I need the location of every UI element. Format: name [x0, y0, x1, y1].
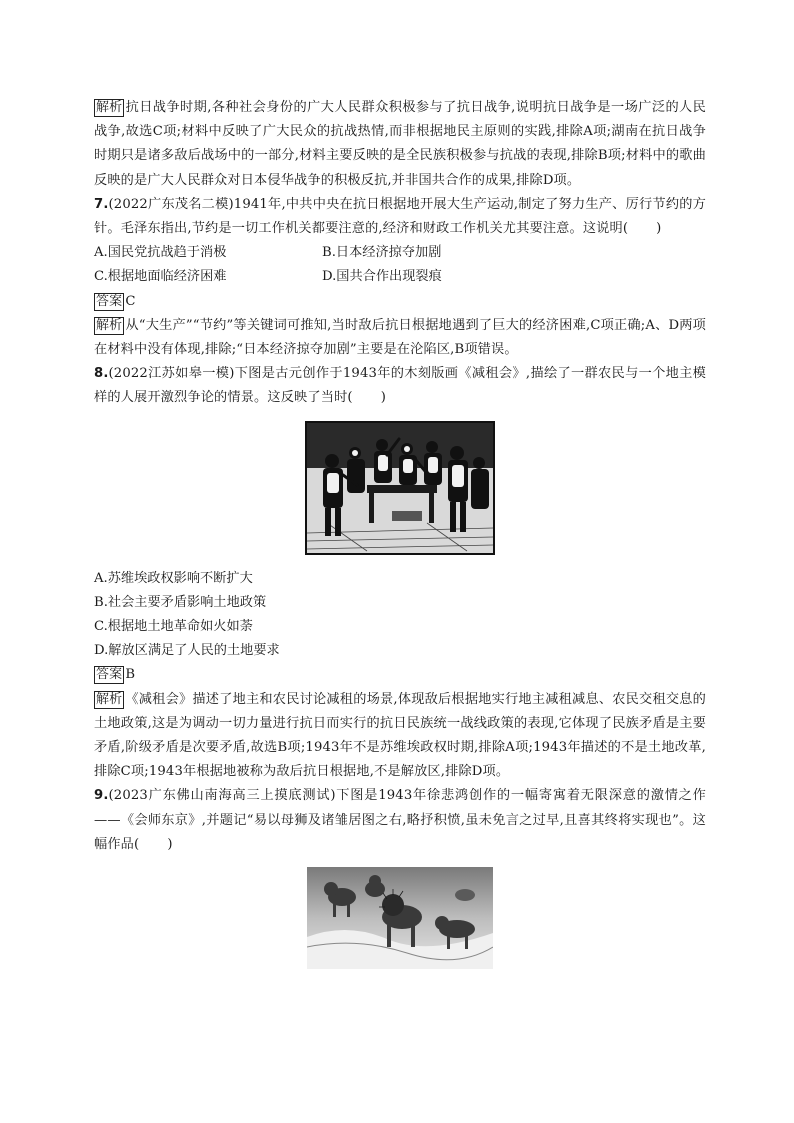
q7-stem-end: ) — [656, 221, 662, 237]
q7-stem-text: (2022广东茂名二模)1941年,中共中央在抗日根据地开展大生产运动,制定了努力生产、厉行节约的方针。毛泽东指出,节约是一切工作机关都要注意的,经济和财政工作机关尤其要注意。这说明( — [94, 196, 706, 237]
q9-stem-text: (2023广东佛山南海高三上摸底测试)下图是1943年徐悲鸿创作的一幅寄寓着无限深意的激情之作——《会师东京》,并题记“易以母狮及诸雏居图之右,略抒积愤,虽未免言之过早,且喜其终将实现也”。这幅作品( — [94, 788, 706, 852]
q9-stem — [94, 784, 706, 857]
q7-stem — [94, 193, 706, 241]
q8-analysis — [94, 688, 706, 785]
q9-image-wrap — [94, 867, 706, 969]
q8-answer-value: B — [125, 667, 136, 683]
q9-number: 9. — [94, 788, 109, 804]
q9-stem-end: ) — [167, 836, 173, 852]
lion-painting-image — [307, 867, 493, 969]
q7-options — [94, 241, 706, 289]
q7-option-a: A.国民党抗战趋于消极 — [94, 245, 227, 261]
q6-analysis-text: 抗日战争时期,各种社会身份的广大人民群众积极参与了抗日战争,说明抗日战争是一场广泛的人民战争,故选C项;材料中反映了广大民众的抗战热情,而非根据地民主原则的实践,排除A项;湖南在抗日战争时期只是诸多敌后战场中的一部分,材料主要反映的是全民族积极参与抗战的表现,排除B项;材料中的歌曲反映的是广大人民群众对日本侵华战争的积极反抗,并非国共合作的成果,排除D项。 — [94, 100, 706, 188]
q8-option-d: D.解放区满足了人民的土地要求 — [94, 643, 280, 659]
q7-analysis — [94, 314, 706, 362]
q7-option-d: D.国共合作出现裂痕 — [322, 269, 442, 285]
analysis-label: 解析 — [96, 317, 123, 333]
q8-answer — [94, 663, 706, 687]
woodcut-illustration — [307, 423, 493, 553]
q8-stem-end: ) — [380, 390, 387, 406]
q8-options — [94, 567, 706, 664]
q8-option-a: A.苏维埃政权影响不断扩大 — [94, 570, 253, 586]
q8-option-b: B.社会主要矛盾影响土地政策 — [94, 594, 267, 610]
q8-stem-text: (2022江苏如皋一模)下图是古元创作于1943年的木刻版画《减租会》,描绘了一群农民与一个地主模样的人展开激烈争论的情景。这反映了当时( — [94, 366, 706, 406]
q7-answer — [94, 290, 706, 314]
q6-analysis — [94, 96, 706, 193]
answer-label: 答案 — [96, 293, 123, 309]
analysis-label: 解析 — [96, 100, 123, 115]
q8-stem — [94, 362, 706, 410]
woodcut-print-image — [305, 421, 495, 555]
q7-answer-value: C — [125, 293, 136, 309]
q8-option-c: C.根据地土地革命如火如荼 — [94, 619, 253, 635]
q7-number: 7. — [94, 196, 109, 212]
q8-image-wrap — [94, 421, 706, 555]
q7-option-c: C.根据地面临经济困难 — [94, 269, 227, 285]
exam-page — [94, 96, 706, 981]
analysis-label: 解析 — [96, 691, 123, 707]
answer-label: 答案 — [96, 667, 123, 683]
q8-number: 8. — [94, 366, 109, 382]
q8-analysis-text: 《减租会》描述了地主和农民讨论减租的场景,体现敌后根据地实行地主减租减息、农民交租交息的土地政策,这是为调动一切力量进行抗日而实行的抗日民族统一战线政策的表现,它体现了民族矛盾是主要矛盾,阶级矛盾是次要矛盾,故选B项;1943年不是苏维埃政权时期,排除A项;1943年描述的不是土地改革,排除C项;1943年根据地被称为敌后抗日根据地,不是解放区,排除D项。 — [94, 691, 706, 780]
q7-option-b: B.日本经济掠夺加剧 — [322, 245, 442, 261]
q7-analysis-text: 从“大生产”“节约”等关键词可推知,当时敌后抗日根据地遇到了巨大的经济困难,C项正确;A、D两项在材料中没有体现,排除;“日本经济掠夺加剧”主要是在沦陷区,B项错误。 — [94, 317, 706, 358]
lion-painting-illustration — [307, 867, 493, 969]
